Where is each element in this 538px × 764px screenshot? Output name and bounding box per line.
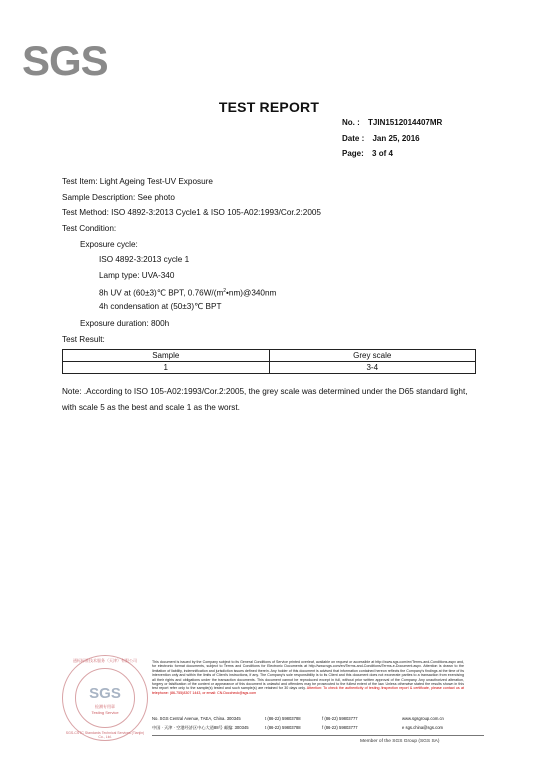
result-note: Note: .According to ISO 105-A02:1993/Cor.2:2005, the grey scale was determined under the D65 standard light, with scale 5 as the best and scale 1 as the worst.: [62, 387, 468, 412]
sample-description: Sample Description: See photo: [62, 193, 175, 202]
report-page-label: Page:: [342, 149, 364, 158]
stamp-inner-ring: [75, 668, 135, 728]
legal-disclaimer: [152, 660, 464, 695]
phone-2: t (86-22) 59803788: [265, 725, 301, 730]
uv-condition-sup: 2: [223, 288, 227, 294]
cycle-line: ISO 4892-3:2013 cycle 1: [99, 255, 190, 264]
uv-condition: [99, 286, 276, 299]
test-method: Test Method: ISO 4892-3:2013 Cycle1 & ISO 105-A02:1993/Cor.2:2005: [62, 208, 321, 217]
table-row: [63, 362, 476, 374]
report-number-value: TJIN1512014407MR: [368, 118, 443, 127]
address-en: No. SGS Central Avenue, TAEA, China. 300345: [152, 716, 241, 721]
address-cn: 中国 · 天津 · 空港经济区中心大道88号 邮编: 300345: [152, 725, 249, 730]
report-page-value: 3 of 4: [372, 149, 393, 158]
footer-divider: [152, 735, 484, 736]
uv-condition-a: 8h UV at (60±3)℃ BPT, 0.76W/(m: [99, 288, 224, 298]
report-page: [342, 149, 393, 158]
company-stamp: [62, 655, 148, 741]
report-number: [342, 118, 442, 127]
member-text: Member of the SGS Group (SGS SA): [360, 739, 440, 744]
result-table-header-row: [63, 350, 476, 362]
attention-text: Attention: To check the authenticity of testing /inspection report & certificate, please contact us at telephone: (86-755)8307 1443, or email: CN.Doccheck@sgs.com: [152, 686, 464, 695]
legal-text: This document is issued by the Company subject to its General Conditions of Service printed overleaf, available on request or accessible at http://www.sgs.com/en/Terms-and-Conditions.aspx and, for electronic format documents, subject to Terms and Conditions for Electronic Documents at http://www.sgs.com/en/Terms-and-Conditions/Terms-e-Document.aspx. Attention is drawn to the limitation of liability, indemnification and jurisdiction issues defined therein. Any holder of this document is advised that information contained hereon reflects the Company's findings at the time of its intervention only and within the limits of Client's instructions, if any. The Company's sole responsibility is to its Client and this document does not exonerate parties to a transaction from exercising all their rights and obligations under the transaction documents. This document cannot be reproduced except in full, without prior written approval of the Company. Any unauthorized alteration, forgery or falsification of the content or appearance of this document is unlawful and offenders may be prosecuted to the fullest extent of the law. Unless otherwise stated the results shown in this test report refer only to the sample(s) tested and such sample(s) are retained for 30 days only.: [152, 660, 464, 691]
report-title: TEST REPORT: [218, 99, 320, 115]
header-cell-grey-scale: Grey scale: [269, 350, 476, 362]
header-cell-sample: Sample: [63, 350, 270, 362]
report-number-label: No. :: [342, 118, 360, 127]
exposure-cycle-heading: Exposure cycle:: [80, 240, 138, 249]
stamp-sgs-logo: SGS: [89, 685, 121, 702]
test-condition-heading: Test Condition:: [62, 224, 117, 233]
stamp-arc-bottom-text: SGS-CSTC Standards Technical Services (Tianjin) Co., Ltd.: [65, 731, 145, 739]
cell-sample: 1: [63, 362, 270, 374]
condensation-condition: 4h condensation at (50±3)℃ BPT: [99, 302, 222, 311]
contact-row-cn: [152, 725, 482, 731]
exposure-duration: Exposure duration: 800h: [80, 319, 170, 328]
fax-2: f (86-22) 59803777: [322, 725, 358, 730]
contact-row-en: [152, 716, 482, 722]
fax-1: f (86-22) 59803777: [322, 716, 358, 721]
website-link[interactable]: www.sgsgroup.com.cn: [402, 716, 444, 721]
stamp-arc-top-text: 通标标准技术服务（天津）有限公司: [73, 658, 137, 663]
result-table: [62, 349, 476, 374]
report-date-value: Jan 25, 2016: [372, 134, 420, 143]
email-link[interactable]: e sgs.china@sgs.com: [402, 725, 444, 730]
report-date: [342, 134, 420, 143]
report-date-label: Date :: [342, 134, 365, 143]
uv-condition-b: •nm)@340nm: [226, 288, 277, 298]
phone-1: t (86-22) 59803788: [265, 716, 301, 721]
test-item: Test Item: Light Ageing Test-UV Exposure: [62, 177, 213, 186]
sgs-logo: [22, 37, 132, 84]
cell-grey-scale: 3-4: [269, 362, 476, 374]
sgs-logo-text: SGS: [22, 37, 108, 84]
test-result-heading: Test Result:: [62, 335, 105, 344]
stamp-en-text: Testing Service: [91, 710, 119, 715]
stamp-cn-text: 检测专用章: [95, 704, 115, 709]
lamp-type: Lamp type: UVA-340: [99, 271, 175, 280]
